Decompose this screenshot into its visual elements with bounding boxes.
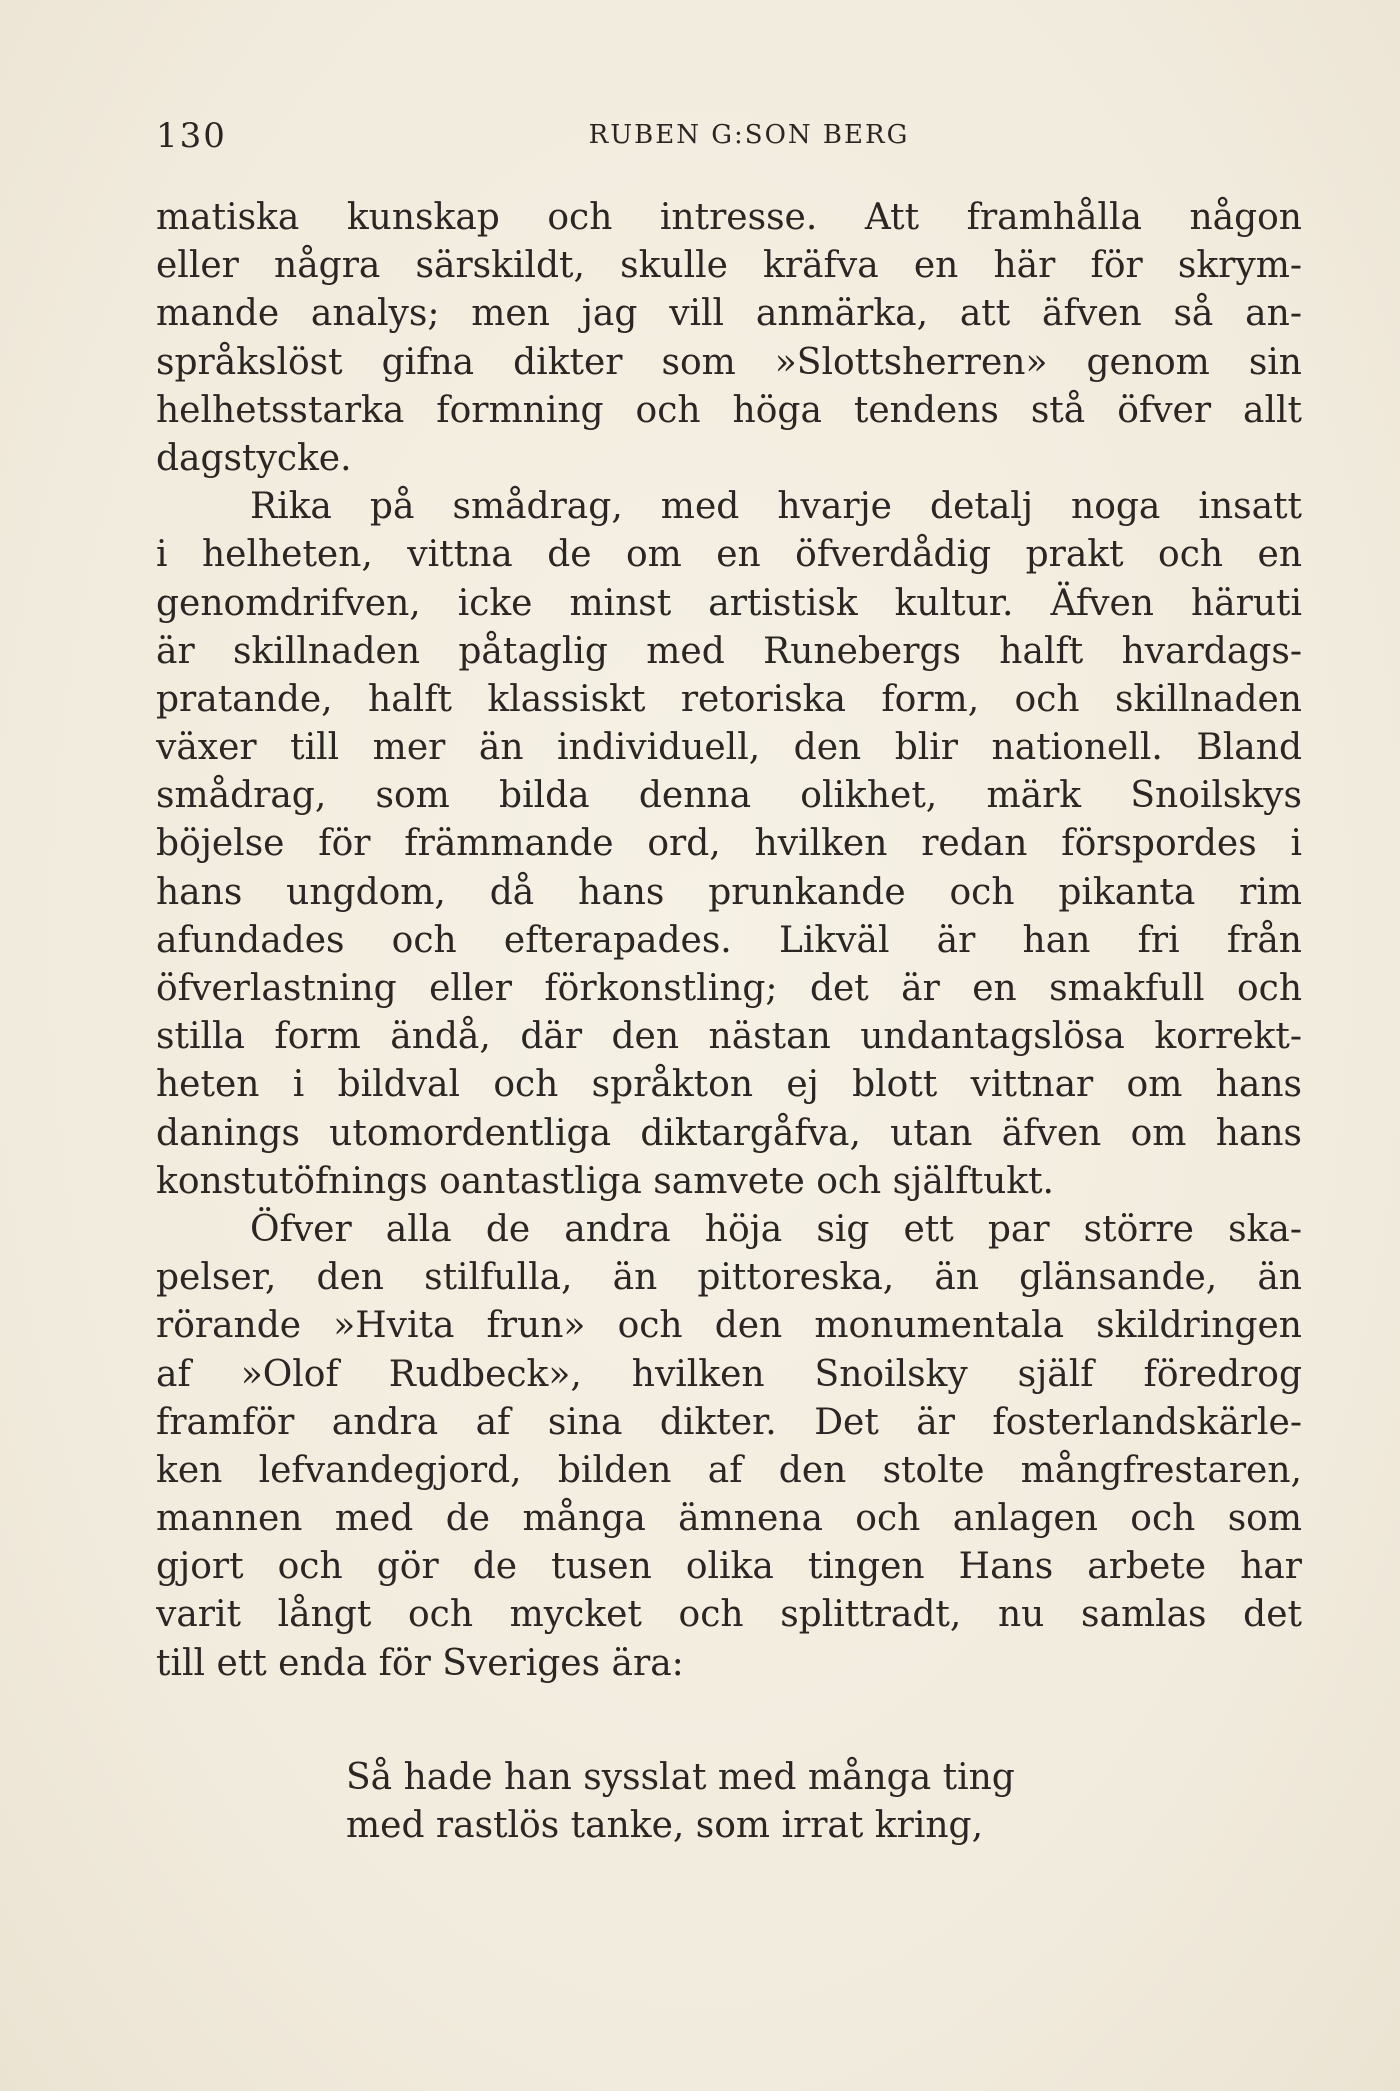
text-line: pratande, halft klassiskt retoriska form, och skillnaden <box>156 678 1302 720</box>
text-line: matiska kunskap och intresse. Att framhålla någon <box>156 197 1302 238</box>
text-line: böjelse för främmande ord, hvilken redan förspordes i <box>156 823 1302 865</box>
verse-quote <box>346 1754 1146 1850</box>
text-line: mannen med de många ämnena och anlagen och som <box>156 1498 1302 1540</box>
page-header <box>156 116 1302 156</box>
text-line: gjort och gör de tusen olika tingen Hans arbete har <box>156 1546 1302 1588</box>
text-line: ken lefvandegjord, bilden af den stolte mångfrestaren, <box>156 1449 1302 1491</box>
text-line: danings utomordentliga diktargåfva, utan äfven om hans <box>156 1112 1302 1154</box>
text-line: till ett enda för Sveriges ära: <box>156 1642 684 1684</box>
text-line: pelser, den stilfulla, än pittoreska, än glänsande, än <box>156 1257 1302 1299</box>
body-text <box>156 194 1302 1688</box>
text-line: öfverlastning eller förkonstling; det är en smakfull och <box>156 968 1302 1009</box>
text-line: framför andra af sina dikter. Det är fosterlandskärle- <box>156 1401 1302 1443</box>
text-line: rörande »Hvita frun» och den monumentala skildringen <box>156 1305 1302 1347</box>
text-line: smådrag, som bilda denna olikhet, märk Snoilskys <box>156 775 1302 817</box>
text-line: helhetsstarka formning och höga tendens stå öfver allt <box>156 389 1302 431</box>
text-line: eller några särskildt, skulle kräfva en här för skrym- <box>156 245 1302 287</box>
text-line: varit långt och mycket och splittradt, nu samlas det <box>156 1594 1302 1636</box>
text-line: Öfver alla de andra höja sig ett par större ska- <box>250 1208 1302 1250</box>
text-line: heten i bildval och språkton ej blott vittnar om hans <box>156 1064 1302 1106</box>
page-number: 130 <box>156 116 227 156</box>
text-line: dagstycke. <box>156 437 352 479</box>
text-line: växer till mer än individuell, den blir nationell. Bland <box>156 727 1302 769</box>
text-line: Rika på smådrag, med hvarje detalj noga insatt <box>250 486 1302 528</box>
text-line: mande analys; men jag vill anmärka, att äfven så an- <box>156 293 1302 335</box>
text-line: i helheten, vittna de om en öfverdådig prakt och en <box>156 534 1302 576</box>
text-line: af »Olof Rudbeck», hvilken Snoilsky själf föredrog <box>156 1353 1302 1395</box>
text-line: konstutöfnings oantastliga samvete och själftukt. <box>156 1160 1054 1202</box>
text-line: hans ungdom, då hans prunkande och pikanta rim <box>156 871 1302 913</box>
verse-line: Så hade han sysslat med många ting <box>346 1757 1015 1798</box>
text-line: stilla form ändå, där den nästan undantagslösa korrekt- <box>156 1016 1302 1058</box>
text-line: språkslöst gifna dikter som »Slottsherren» genom sin <box>156 341 1302 383</box>
text-line: afundades och efterapades. Likväl är han fri från <box>156 919 1302 961</box>
text-line: är skillnaden påtaglig med Runebergs halft hvardags- <box>156 630 1302 672</box>
verse-line: med rastlös tanke, som irrat kring, <box>346 1805 984 1846</box>
text-line: genomdrifven, icke minst artistisk kultur. Äfven häruti <box>156 582 1302 624</box>
running-head: RUBEN G:SON BERG <box>588 120 910 150</box>
